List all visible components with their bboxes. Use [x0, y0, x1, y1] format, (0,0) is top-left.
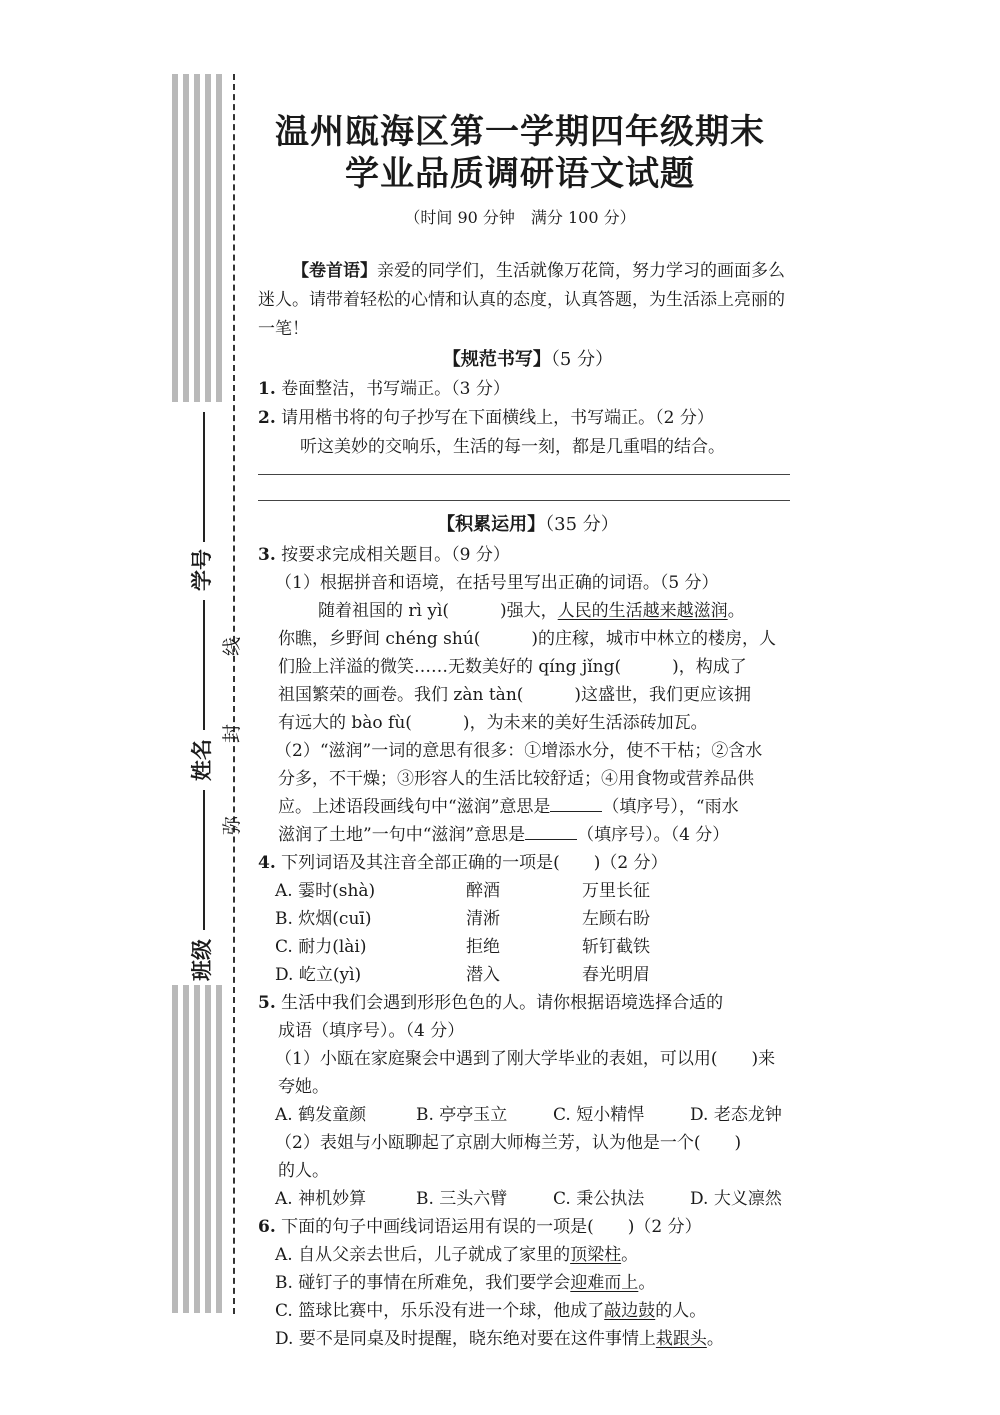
page-title-line2: 学业品质调研语文试题 [345, 154, 695, 194]
q3-passage-line4: 祖国繁荣的画卷。我们 zàn tàn( )这盛世，我们更应该拥 [278, 685, 752, 705]
q4-option-b-word3: 左顾右盼 [582, 909, 650, 929]
q5-1-option-d[interactable]: D. 老态龙钟 [690, 1105, 782, 1125]
q6-c-underlined: 敲边鼓 [604, 1301, 656, 1321]
writing-line-2[interactable] [258, 500, 790, 501]
question-2: 2. 请用楷书将的句子抄写在下面横线上，书写端正。（2 分） [258, 408, 714, 428]
q4-option-d[interactable]: D. 屹立(yì) [275, 965, 362, 985]
intro-label: 【卷首语】 [292, 261, 377, 281]
q5-2-option-a[interactable]: A. 神机妙算 [275, 1189, 367, 1209]
class-label: 班级 [190, 939, 214, 981]
q4-option-b[interactable]: B. 炊烟(cuī) [275, 909, 372, 929]
question-1: 1. 卷面整洁，书写端正。（3 分） [258, 379, 510, 399]
intro-text: 亲爱的同学们，生活就像万花筒，努力学习的画面多么迷人。请带着轻松的心情和认真的态度，认真答题，为生活添上亮丽的一笔！ [258, 261, 785, 339]
q5-2-line2: 的人。 [278, 1161, 329, 1181]
question-3-1: （1）根据拼音和语境，在括号里写出正确的词语。（5 分） [275, 573, 719, 593]
name-line [203, 600, 205, 730]
class-line [203, 790, 205, 930]
student-id-line [203, 412, 205, 542]
q3-passage-line5: 有远大的 bào fù( )，为未来的美好生活添砖加瓦。 [278, 713, 708, 733]
q5-2-line1: （2）表姐与小瓯聊起了京剧大师梅兰芳，认为他是一个( ) [275, 1133, 742, 1153]
section-writing-title: 【规范书写】 [442, 349, 551, 370]
q4-option-c-word2: 拒绝 [466, 937, 500, 957]
q6-option-b[interactable]: B. 碰钉子的事情在所难免，我们要学会迎难而上。 [275, 1273, 656, 1293]
seal-char-feng: 封 [221, 723, 244, 744]
q5-1-option-b[interactable]: B. 亭亭玉立 [416, 1105, 508, 1125]
q5-2-option-c[interactable]: C. 秉公执法 [553, 1189, 645, 1209]
question-5-cont: 成语（填序号）。（4 分） [278, 1021, 465, 1041]
q6-a-underlined: 顶梁柱 [570, 1245, 622, 1265]
q4-option-b-word2: 清淅 [466, 909, 500, 929]
name-label: 姓名 [190, 739, 214, 781]
q3-2-line1: （2）“滋润”一词的意思有很多：①增添水分，使不干枯；②含水 [275, 741, 763, 761]
seal-char-xian: 线 [221, 636, 244, 657]
q6-d-underlined: 栽跟头 [655, 1329, 707, 1349]
intro-paragraph [258, 257, 798, 344]
seal-char-mi: 弥 [221, 815, 244, 836]
q4-option-a-word3: 万里长征 [582, 881, 650, 901]
q4-option-d-word2: 潜入 [466, 965, 500, 985]
q4-option-c-word3: 斩钉截铁 [582, 937, 650, 957]
q5-1-option-c[interactable]: C. 短小精悍 [553, 1105, 645, 1125]
q6-b-underlined: 迎难而上 [570, 1273, 639, 1293]
section-usage-title: 【积累运用】 [437, 514, 546, 535]
q4-option-a-word2: 醉酒 [466, 881, 500, 901]
q3-underlined-sentence: 人民的生活越来越滋润 [557, 601, 728, 621]
q6-option-c[interactable]: C. 篮球比赛中，乐乐没有进一个球，他成了敲边鼓的人。 [275, 1301, 707, 1321]
section-writing-score: （5 分） [550, 349, 614, 370]
q3-passage-line3: 们脸上洋溢的微笑……无数美好的 qíng jǐng( )，构成了 [278, 657, 747, 677]
section-writing-heading [258, 345, 798, 371]
binding-stripes-bottom [172, 985, 228, 1313]
q6-option-a[interactable]: A. 自从父亲去世后，儿子就成了家里的顶梁柱。 [275, 1245, 639, 1265]
binding-stripes-top [172, 74, 228, 402]
q5-1-line1: （1）小瓯在家庭聚会中遇到了刚大学毕业的表姐，可以用( )来 [275, 1049, 776, 1069]
q5-1-line2: 夸她。 [278, 1077, 329, 1097]
q3-2-line3: 应。上述语段画线句中“滋润”意思是 （填序号），“雨水 [278, 797, 739, 817]
section-usage-score: （35 分） [545, 514, 619, 535]
q5-2-option-b[interactable]: B. 三头六臂 [416, 1189, 508, 1209]
q3-2-line2: 分多，不干燥；③形容人的生活比较舒适；④用食物或营养品供 [278, 769, 754, 789]
q5-2-option-d[interactable]: D. 大义凛然 [690, 1189, 782, 1209]
question-2-sentence: 听这美妙的交响乐，生活的每一刻，都是几重唱的结合。 [300, 437, 725, 457]
q6-option-d[interactable]: D. 要不是同桌及时提醒，晓东绝对要在这件事情上栽跟头。 [275, 1329, 724, 1349]
page-title-line1: 温州瓯海区第一学期四年级期末 [275, 112, 765, 152]
writing-line-1[interactable] [258, 474, 790, 475]
q3-passage-line1: 随着祖国的 rì yì( )强大，人民的生活越来越滋润。 [318, 601, 745, 621]
q4-option-c[interactable]: C. 耐力(lài) [275, 937, 367, 957]
section-usage-heading [258, 510, 798, 536]
q5-1-option-a[interactable]: A. 鹤发童颜 [275, 1105, 367, 1125]
question-6: 6. 下面的句子中画线词语运用有误的一项是( )（2 分） [258, 1217, 702, 1237]
seal-dashed-line [233, 74, 235, 1314]
answer-blank-1[interactable] [550, 797, 602, 812]
q4-option-a[interactable]: A. 霎时(shà) [275, 881, 376, 901]
student-id-label: 学号 [190, 549, 214, 591]
question-3: 3. 按要求完成相关题目。（9 分） [258, 545, 510, 565]
q4-option-d-word3: 春光明眉 [582, 965, 650, 985]
question-5: 5. 生活中我们会遇到形形色色的人。请你根据语境选择合适的 [258, 993, 724, 1013]
q3-passage-line2: 你瞧，乡野间 chéng shú( )的庄稼，城市中林立的楼房，人 [278, 629, 777, 649]
answer-blank-2[interactable] [525, 825, 577, 840]
question-4: 4. 下列词语及其注音全部正确的一项是( )（2 分） [258, 853, 668, 873]
exam-info: （时间 90 分钟 满分 100 分） [404, 208, 636, 227]
q3-2-line4: 滋润了土地”一句中“滋润”意思是 （填序号）。（4 分） [278, 825, 730, 845]
